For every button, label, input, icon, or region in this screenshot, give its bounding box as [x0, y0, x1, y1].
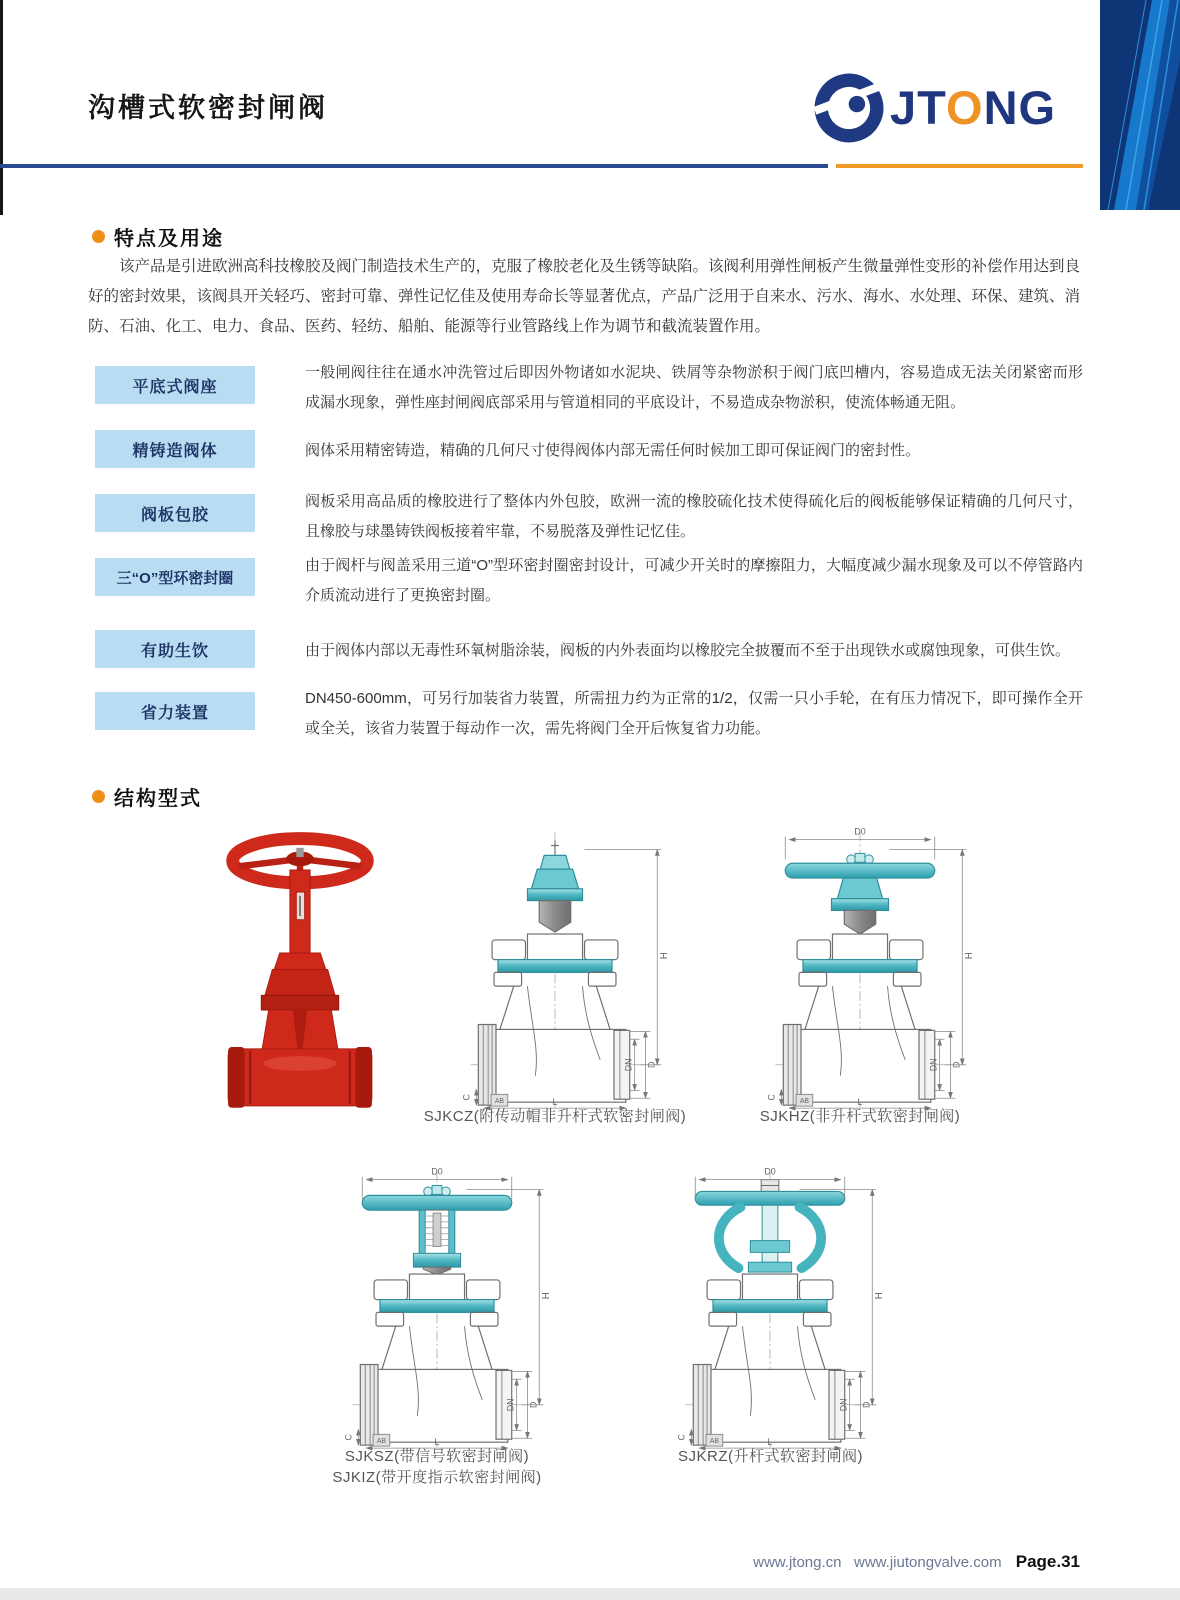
- logo-jt: JT: [890, 81, 946, 134]
- caption-sjkhz: SJKHZ(非升杆式软密封闸阀): [759, 1108, 961, 1125]
- header-rule-blue: [0, 164, 828, 168]
- section-structure-header: [92, 782, 202, 811]
- feature-label-rubber-disc: 阀板包胶: [95, 494, 255, 532]
- feature-text-rubber-disc: 阀板采用高品质的橡胶进行了整体内外包胶，欧洲一流的橡胶硫化技术使得硫化后的阀板能够保证精确的几何尺寸，且橡胶与球墨铸铁阀板接着牢靠，不易脱落及弹性记忆佳。: [305, 493, 1083, 540]
- bullet-dot-icon: [92, 230, 105, 243]
- caption-sjkrz: SJKRZ(升杆式软密封闸阀): [678, 1448, 863, 1465]
- feature-label-cast-body: 精铸造阀体: [95, 430, 255, 468]
- bottom-edge-strip: [0, 1588, 1180, 1600]
- logo-ng: NG: [983, 81, 1057, 134]
- section-features-header: [92, 222, 224, 251]
- diagram-sjkrz: [645, 1158, 895, 1453]
- diagram-sjkhz: [735, 818, 985, 1113]
- section-features-title: 特点及用途: [114, 228, 224, 250]
- feature-text-drinkable: 由于阀体内部以无毒性环氧树脂涂装，阀板的内外表面均以橡胶完全披覆而不至于出现铁水或腐蚀现象，可供生饮。: [305, 642, 1071, 659]
- corner-stripe-band: [1100, 0, 1180, 210]
- diagram-sjkcz: [430, 818, 680, 1113]
- bullet-dot-icon: [92, 790, 105, 803]
- diagram-sjksz: [312, 1158, 562, 1453]
- feature-label-oring: 三“O”型环密封圈: [95, 558, 255, 596]
- footer: [600, 1552, 1080, 1572]
- feature-label-drinkable: 有助生饮: [95, 630, 255, 668]
- caption-sjksz: [282, 1446, 592, 1488]
- logo-wordmark: [890, 70, 1056, 146]
- feature-text-cast-body: 阀体采用精密铸造，精确的几何尺寸使得阀体内部无需任何时候加工即可保证阀门的密封性。: [305, 442, 921, 459]
- caption-sjkcz: SJKCZ(附传动帽非升杆式软密封闸阀): [423, 1108, 687, 1125]
- footer-page-number: Page.31: [1015, 1552, 1080, 1571]
- jtong-logo: [812, 70, 1056, 146]
- header-rule-orange: [836, 164, 1083, 168]
- footer-url-jiutongvalve: www.jiutongvalve.com: [854, 1554, 1002, 1571]
- intro-paragraph: 该产品是引进欧洲高科技橡胶及阀门制造技术生产的，克服了橡胶老化及生锈等缺陷。该阀利用弹性闸板产生微量弹性变形的补偿作用达到良好的密封效果，该阀具开关轻巧、密封可靠、弹性记忆佳及使用寿命长等显著优点，产品广泛用于自来水、污水、海水、水处理、环保、建筑、消防、石油、化工、电力、食品、医药、轻纺、船舶、能源等行业管路线上作为调节和截流装置作用。: [88, 258, 1081, 335]
- caption-sjksz-line1: SJKSZ(带信号软密封闸阀): [344, 1448, 530, 1465]
- section-structure-title: 结构型式: [114, 788, 202, 810]
- footer-url-jtong: www.jtong.cn: [753, 1554, 842, 1571]
- caption-sjksz-line2: SJKIZ(带开度指示软密封闸阀): [332, 1469, 542, 1486]
- feature-text-oring: 由于阀杆与阀盖采用三道“O”型环密封圈密封设计，可减少开关时的摩擦阻力，大幅度减少漏水现象及可以不停管路内介质流动进行了更换密封圈。: [305, 557, 1083, 604]
- left-edge-rule: [0, 0, 3, 215]
- feature-label-labor-saving: 省力装置: [95, 692, 255, 730]
- feature-text-labor-saving: DN450-600mm，可另行加装省力装置，所需扭力约为正常的1/2，仅需一只小手轮，在有压力情况下，即可操作全开或全关，该省力装置于每动作一次，需先将阀门全开后恢复省力功能。: [305, 690, 1083, 737]
- red-gate-valve-photo: [200, 822, 400, 1117]
- page-title: 沟槽式软密封闸阀: [88, 93, 328, 123]
- swirl-icon: [812, 71, 886, 145]
- feature-text-flat-seat: 一般闸阀往往在通水冲洗管过后即因外物诸如水泥块、铁屑等杂物淤积于阀门底凹槽内，容易造成无法关闭紧密而形成漏水现象，弹性座封闸阀底部采用与管道相同的平底设计，不易造成杂物淤积，使流体畅通无阻。: [305, 364, 1083, 411]
- logo-o: O: [946, 81, 984, 134]
- feature-label-flat-seat: 平底式阀座: [95, 366, 255, 404]
